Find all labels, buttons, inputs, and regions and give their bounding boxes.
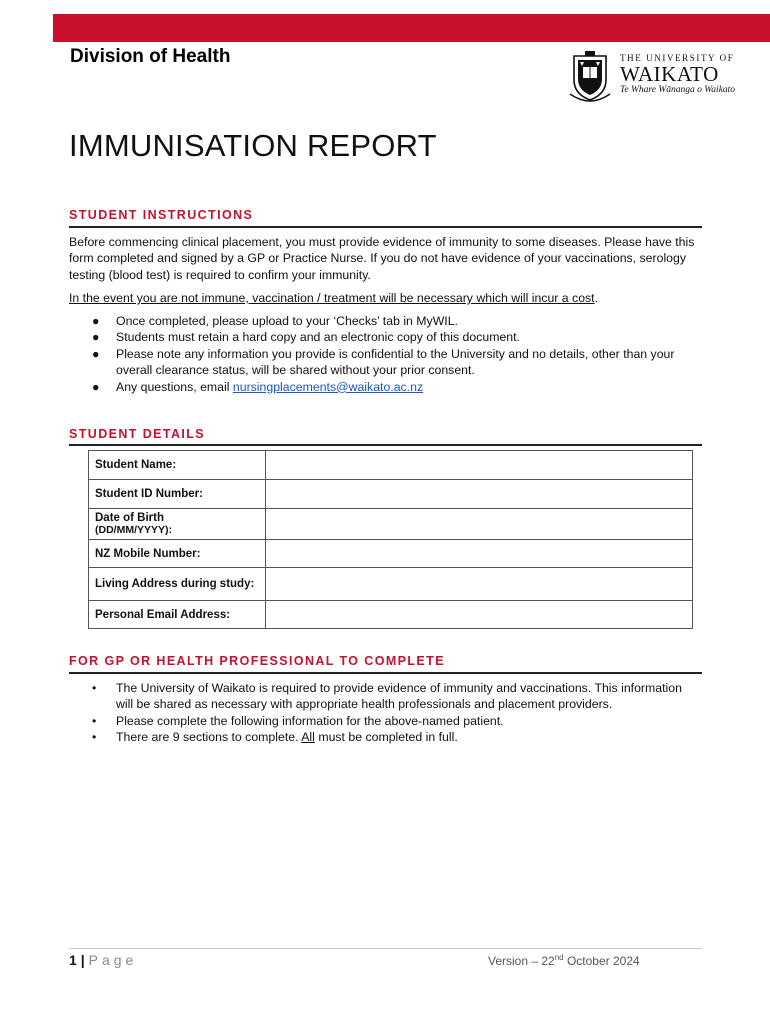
instructions-divider (69, 226, 702, 228)
bullet-icon: • (92, 713, 97, 728)
instructions-list (69, 313, 709, 395)
bullet-icon: ● (92, 379, 100, 394)
table-row (89, 480, 693, 509)
dob-field[interactable] (266, 509, 693, 540)
bullet-icon: ● (92, 330, 100, 345)
instructions-heading: STUDENT INSTRUCTIONS (69, 208, 254, 222)
questions-text: Any questions, email (116, 379, 233, 394)
bullet-icon: ● (92, 346, 100, 361)
logo-tagline: Te Whare Wānanga o Waikato (620, 85, 736, 95)
version-suffix: October 2024 (563, 954, 640, 968)
student-name-label: Student Name: (89, 451, 266, 480)
version-ordinal: nd (554, 953, 564, 962)
list-item-text: Once completed, please upload to your ‘Checks’ tab in MyWIL. (116, 314, 458, 328)
list-item (69, 313, 709, 329)
gp-list (69, 680, 689, 746)
list-item-text: Students must retain a hard copy and an electronic copy of this document. (116, 330, 520, 345)
dob-label (89, 509, 266, 540)
page-separator: | (80, 952, 85, 968)
bullet-icon: • (92, 730, 97, 745)
university-crest-icon (566, 50, 614, 104)
cost-notice-period: . (594, 291, 599, 305)
page-title: IMMUNISATION REPORT (69, 128, 437, 163)
logo-wordmark: WAIKATO (620, 62, 719, 86)
details-divider (69, 444, 702, 446)
address-field[interactable] (266, 568, 693, 601)
emphasis-text: All (301, 730, 315, 745)
list-item (69, 713, 689, 729)
student-details-table (88, 450, 693, 629)
page-number-value: 1 (69, 952, 77, 968)
student-name-field[interactable] (266, 451, 693, 480)
top-accent-bar (53, 14, 770, 42)
page-number (69, 952, 137, 968)
list-item (69, 680, 689, 713)
university-logo (566, 50, 741, 104)
table-row (89, 451, 693, 480)
dob-label-text: Date of Birth (95, 512, 164, 524)
mobile-label: NZ Mobile Number: (89, 540, 266, 568)
logo-line-1: THE UNIVERSITY OF (620, 53, 735, 63)
gp-heading: FOR GP OR HEALTH PROFESSIONAL TO COMPLETE (69, 654, 445, 668)
division-name: Division of Health (70, 46, 231, 67)
support-email-link[interactable]: nursingplacements@waikato.ac.nz (232, 379, 424, 394)
footer-divider (69, 948, 702, 949)
bullet-icon: • (92, 681, 97, 695)
instructions-paragraph: Before commencing clinical placement, you must provide evidence of immunity to some diseases. Please have this form completed and signed by a GP or Practice Nurse. If you do not have evidence of your vaccinations, serology testing (blood test) is required to confirm your immunity. (69, 235, 695, 282)
address-label: Living Address during study: (89, 568, 266, 601)
email-field[interactable] (266, 601, 693, 629)
details-heading: STUDENT DETAILS (69, 427, 206, 441)
bullet-icon: ● (92, 314, 100, 328)
student-id-label: Student ID Number: (89, 480, 266, 509)
list-item-text: There are 9 sections to complete. (116, 730, 302, 745)
table-row (89, 601, 693, 629)
mobile-field[interactable] (266, 540, 693, 568)
table-row (89, 509, 693, 540)
list-item (69, 729, 689, 745)
list-item (69, 346, 709, 379)
table-row (89, 568, 693, 601)
table-row (89, 540, 693, 568)
list-item (69, 379, 709, 395)
email-label: Personal Email Address: (89, 601, 266, 629)
version-prefix: Version – 22 (488, 954, 555, 968)
list-item-text: Please note any information you provide is confidential to the University and no details, other than your overall clearance status, will be shared without your prior consent. (116, 346, 675, 378)
list-item (69, 329, 709, 345)
list-item-text: must be completed in full. (314, 730, 458, 745)
dob-format-hint: (DD/MM/YYYY): (95, 524, 172, 536)
cost-notice (69, 290, 709, 306)
gp-divider (69, 672, 702, 674)
cost-notice-text: In the event you are not immune, vaccination / treatment will be necessary which will incur a cost (69, 291, 595, 305)
list-item-text: Please complete the following information for the above-named patient. (116, 713, 504, 728)
student-id-field[interactable] (266, 480, 693, 509)
page-word: Page (88, 952, 138, 968)
version-text (488, 953, 640, 968)
list-item-text: The University of Waikato is required to provide evidence of immunity and vaccinations. This information will be shared as necessary with appropriate health professionals and placement providers. (116, 681, 682, 712)
